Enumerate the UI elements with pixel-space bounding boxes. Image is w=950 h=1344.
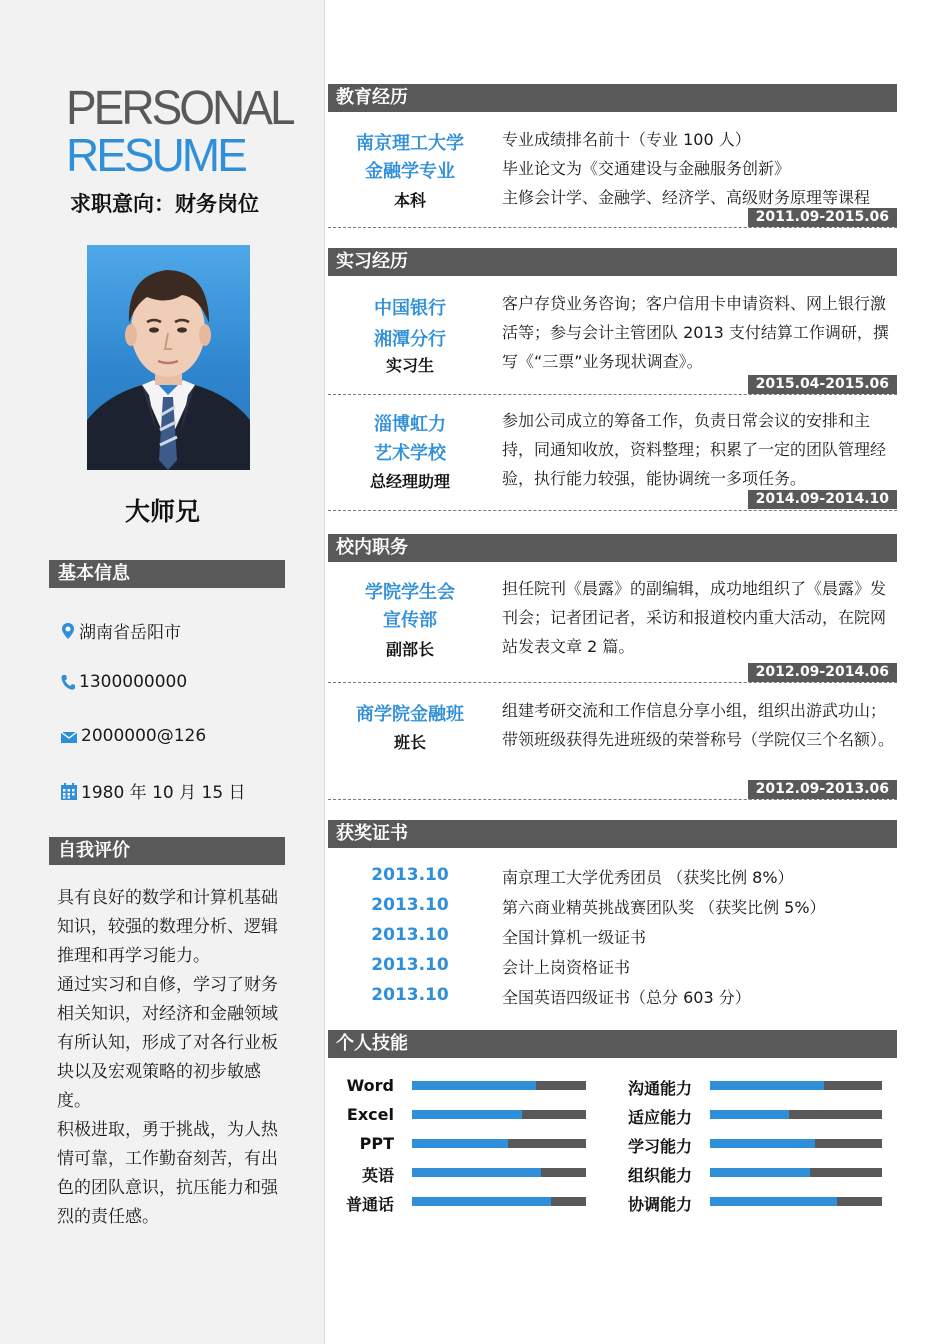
basic-info-header: 基本信息 — [49, 560, 285, 588]
skill-label: 普通话 — [345, 1195, 394, 1214]
skill-bar-fill — [412, 1110, 522, 1119]
award-text: 全国计算机一级证书 — [502, 928, 647, 947]
award-text: 南京理工大学优秀团员 （获奖比例 8%） — [502, 868, 794, 887]
self-eval-paragraph: 具有良好的数学和计算机基础知识，较强的数理分析、逻辑推理和再学习能力。 — [57, 888, 278, 966]
internship-org: 中国银行 — [374, 298, 446, 319]
education-detail-line: 毕业论文为《交通建设与金融服务创新》 — [502, 159, 791, 178]
phone-row — [60, 672, 187, 692]
job-objective: 求职意向：财务岗位 — [70, 192, 259, 216]
internship-date: 2014.09-2014.10 — [748, 490, 897, 509]
address-text: 湖南省岳阳市 — [79, 623, 181, 643]
self-eval-paragraph: 通过实习和自修，学习了财务相关知识，对经济和金融领域有所认知，形成了对各行业板块以及宏观策略的初步敏感度。 — [57, 975, 278, 1111]
portrait-illustration — [87, 245, 250, 470]
internship-org-branch: 艺术学校 — [374, 443, 446, 464]
campus-org-dept: 宣传部 — [383, 610, 437, 631]
campus-org: 学院学生会 — [365, 582, 455, 603]
skill-bar — [710, 1139, 882, 1148]
skill-label: 英语 — [361, 1166, 394, 1185]
award-text: 会计上岗资格证书 — [502, 958, 631, 977]
phone-text: 1300000000 — [79, 672, 188, 692]
award-text: 全国英语四级证书（总分 603 分） — [502, 988, 751, 1007]
candidate-name: 大师兄 — [124, 497, 200, 526]
skill-bar — [412, 1197, 586, 1206]
campus-role: 班长 — [393, 733, 426, 752]
divider — [328, 510, 897, 511]
awards-header: 获奖证书 — [328, 820, 897, 848]
education-detail-line: 专业成绩排名前十（专业 100 人） — [502, 130, 751, 149]
internship-desc: 客户存贷业务咨询；客户信用卡申请资料、网上银行激活等；参与会计主管团队 2013 支付结算工作调研，撰写《“三票”业务现状调查》。 — [502, 294, 889, 371]
campus-role: 副部长 — [385, 640, 434, 659]
skill-bar-fill — [710, 1168, 810, 1177]
skill-label: 协调能力 — [627, 1195, 692, 1214]
skill-bar — [710, 1081, 882, 1090]
award-date: 2013.10 — [371, 925, 449, 945]
divider — [328, 799, 897, 800]
skill-bar-fill — [710, 1139, 815, 1148]
skill-label: 组织能力 — [627, 1166, 692, 1185]
address-row — [60, 618, 181, 643]
internship-header: 实习经历 — [328, 248, 897, 276]
skill-label: 沟通能力 — [627, 1079, 692, 1098]
skill-label: PPT — [359, 1134, 394, 1153]
skill-bar-fill — [412, 1197, 551, 1206]
self-eval-paragraph: 积极进取，勇于挑战，为人热情可靠，工作勤奋刻苦，有出色的团队意识，抗压能力和强烈的责任感。 — [57, 1120, 278, 1227]
skill-bar-fill — [710, 1081, 824, 1090]
skill-bar — [710, 1168, 882, 1177]
self-eval-body — [57, 884, 282, 1232]
title-resume: RESUME — [66, 129, 245, 181]
skill-bar-fill — [710, 1197, 837, 1206]
self-eval-header: 自我评价 — [49, 837, 285, 865]
campus-date: 2012.09-2014.06 — [748, 663, 897, 682]
mail-icon — [60, 727, 78, 745]
education-detail-line: 主修会计学、金融学、经济学、高级财务原理等课程 — [502, 188, 871, 207]
skill-label: Excel — [346, 1105, 394, 1124]
education-school: 南京理工大学 — [356, 133, 464, 154]
internship-org: 淄博虹力 — [374, 414, 446, 435]
education-details — [502, 125, 894, 212]
phone-icon — [60, 673, 76, 691]
internship-org-branch: 湘潭分行 — [374, 329, 446, 350]
profile-photo — [87, 245, 250, 470]
campus-date: 2012.09-2013.06 — [748, 780, 897, 799]
email-text: 2000000@126 — [81, 726, 207, 746]
divider — [328, 227, 897, 228]
award-date: 2013.10 — [371, 865, 449, 885]
skill-label: 学习能力 — [627, 1137, 692, 1156]
campus-header: 校内职务 — [328, 534, 897, 562]
skill-bar — [412, 1139, 586, 1148]
skills-header: 个人技能 — [328, 1030, 897, 1058]
campus-desc: 组建考研交流和工作信息分享小组，组织出游武功山；带领班级获得先进班级的荣誉称号（学院仅三个名额）。 — [502, 701, 895, 749]
skill-bar — [710, 1197, 882, 1206]
skill-bar-fill — [412, 1081, 536, 1090]
calendar-icon — [60, 781, 78, 801]
education-major: 金融学专业 — [365, 161, 455, 182]
award-date: 2013.10 — [371, 985, 449, 1005]
title-personal: PERSONAL — [66, 79, 293, 135]
skill-bar — [412, 1168, 586, 1177]
skill-bar — [710, 1110, 882, 1119]
divider — [328, 682, 897, 683]
campus-desc: 担任院刊《晨露》的副编辑，成功地组织了《晨露》发刊会；记者团记者，采访和报道校内重大活动，在院网站发表文章 2 篇。 — [502, 579, 887, 656]
skill-label: Word — [346, 1076, 394, 1095]
skill-bar-fill — [710, 1110, 789, 1119]
skill-label: 适应能力 — [627, 1108, 692, 1127]
education-degree: 本科 — [393, 191, 426, 210]
skill-bar-fill — [412, 1139, 508, 1148]
internship-role: 总经理助理 — [369, 472, 450, 491]
internship-desc: 参加公司成立的筹备工作，负责日常会议的安排和主持，同通知收放，资料整理；积累了一定的团队管理经验，执行能力较强，能协调统一多项任务。 — [502, 411, 887, 488]
location-pin-icon — [60, 622, 76, 640]
skill-bar — [412, 1081, 586, 1090]
skill-bar — [412, 1110, 586, 1119]
award-date: 2013.10 — [371, 895, 449, 915]
birthday-text: 1980 年 10 月 15 日 — [81, 783, 246, 803]
award-text: 第六商业精英挑战赛团队奖 （获奖比例 5%） — [502, 898, 826, 917]
education-header: 教育经历 — [328, 84, 897, 112]
education-date: 2011.09-2015.06 — [748, 208, 897, 227]
email-row — [60, 726, 206, 746]
campus-org: 商学院金融班 — [356, 704, 464, 725]
birthday-row — [60, 778, 246, 803]
internship-role: 实习生 — [385, 356, 434, 375]
award-date: 2013.10 — [371, 955, 449, 975]
internship-date: 2015.04-2015.06 — [748, 375, 897, 394]
divider — [328, 394, 897, 395]
sidebar — [0, 0, 325, 1344]
skill-bar-fill — [412, 1168, 541, 1177]
